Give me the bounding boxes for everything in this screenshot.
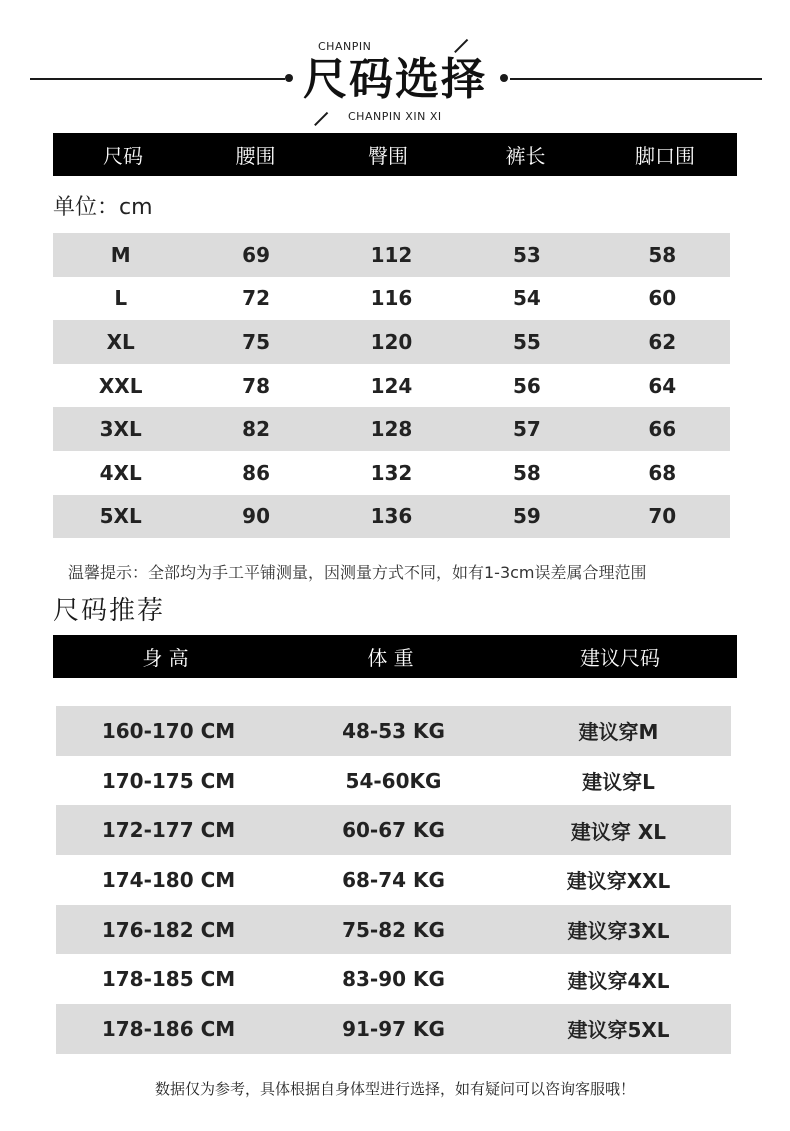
cell-length: 53 [512, 242, 541, 267]
cell-suggest: 建议穿M [578, 720, 659, 745]
table-row [56, 805, 731, 855]
table-row [56, 905, 731, 955]
cell-weight: 54-60KG [345, 768, 442, 793]
recommend-table-header [53, 635, 737, 678]
cell-hip: 124 [370, 373, 413, 398]
unit-label: 单位：cm [53, 195, 153, 220]
cell-weight: 91-97 KG [342, 1016, 445, 1041]
cell-weight: 48-53 KG [342, 718, 445, 743]
cell-length: 59 [512, 504, 541, 529]
recommend-table [56, 706, 731, 1054]
cell-hem: 64 [648, 373, 677, 398]
cell-length: 55 [512, 329, 541, 354]
page-title: 尺码选择 [303, 54, 487, 105]
cell-hip: 136 [370, 504, 413, 529]
header-cell-waist: 腰围 [235, 144, 276, 168]
cell-weight: 60-67 KG [342, 818, 445, 843]
table-row [56, 1004, 731, 1054]
table-row [53, 233, 730, 277]
cell-waist: 75 [242, 329, 270, 354]
cell-waist: 82 [242, 417, 270, 442]
header-slash-top [454, 39, 468, 53]
cell-waist: 86 [242, 460, 270, 485]
cell-height: 176-182 CM [101, 917, 236, 942]
cell-waist: 72 [242, 286, 270, 311]
cell-suggest: 建议穿 XL [570, 819, 667, 844]
table-row [53, 364, 730, 408]
cell-hem: 68 [648, 460, 677, 485]
table-row [53, 495, 730, 539]
table-row [53, 277, 730, 321]
measurement-tip: 温馨提示：全部均为手工平铺测量，因测量方式不同，如有1-3cm误差属合理范围 [68, 563, 647, 582]
size-table [53, 233, 730, 538]
cell-size: 4XL [99, 460, 142, 485]
size-table-header [53, 133, 737, 176]
table-row [53, 407, 730, 451]
header-cell-weight: 体 重 [367, 646, 414, 670]
cell-suggest: 建议穿3XL [567, 919, 670, 944]
recommend-title: 尺码推荐 [53, 596, 166, 626]
cell-height: 174-180 CM [101, 867, 236, 892]
cell-weight: 83-90 KG [342, 967, 445, 992]
cell-height: 172-177 CM [101, 818, 236, 843]
header-cell-height: 身 高 [142, 646, 189, 670]
cell-hip: 128 [370, 417, 413, 442]
header-subtitle-bottom: CHANPIN XIN XI [348, 110, 442, 123]
header-cell-hem: 脚口围 [635, 144, 695, 168]
cell-size: XXL [98, 373, 143, 398]
table-row [56, 706, 731, 756]
cell-height: 178-185 CM [101, 967, 236, 992]
header-subtitle-top: CHANPIN [318, 40, 372, 53]
cell-height: 160-170 CM [101, 718, 236, 743]
cell-size: L [114, 286, 128, 311]
table-row [56, 756, 731, 806]
cell-hip: 120 [370, 329, 413, 354]
cell-height: 170-175 CM [101, 768, 236, 793]
cell-waist: 78 [242, 373, 270, 398]
cell-hip: 116 [370, 286, 413, 311]
cell-size: 3XL [99, 417, 142, 442]
cell-size: 5XL [99, 504, 142, 529]
cell-hem: 70 [648, 504, 677, 529]
cell-length: 57 [512, 417, 541, 442]
cell-length: 58 [512, 460, 541, 485]
cell-size: XL [106, 329, 135, 354]
cell-suggest: 建议穿XXL [566, 869, 671, 894]
cell-hem: 62 [648, 329, 677, 354]
cell-weight: 68-74 KG [342, 867, 445, 892]
cell-hip: 132 [370, 460, 413, 485]
header-cell-length: 裤长 [505, 144, 546, 168]
cell-suggest: 建议穿L [582, 770, 655, 795]
header-cell-hip: 臀围 [368, 144, 408, 168]
cell-hem: 58 [648, 242, 677, 267]
header-slash-bottom [314, 112, 328, 126]
cell-length: 56 [512, 373, 541, 398]
cell-weight: 75-82 KG [342, 917, 445, 942]
cell-waist: 90 [242, 504, 270, 529]
cell-hip: 112 [370, 242, 413, 267]
cell-height: 178-186 CM [101, 1016, 236, 1041]
cell-hem: 66 [648, 417, 677, 442]
table-row [53, 451, 730, 495]
cell-size: M [110, 242, 131, 267]
cell-length: 54 [512, 286, 541, 311]
cell-suggest: 建议穿4XL [567, 968, 670, 993]
cell-suggest: 建议穿5XL [567, 1018, 670, 1043]
header-cell-size: 尺码 [103, 144, 143, 168]
cell-waist: 69 [242, 242, 270, 267]
table-row [56, 954, 731, 1004]
header-cell-suggest: 建议尺码 [580, 646, 660, 670]
table-row [56, 855, 731, 905]
cell-hem: 60 [648, 286, 677, 311]
table-row [53, 320, 730, 364]
footer-note: 数据仅为参考，具体根据自身体型进行选择，如有疑问可以咨询客服哦！ [154, 1080, 635, 1098]
